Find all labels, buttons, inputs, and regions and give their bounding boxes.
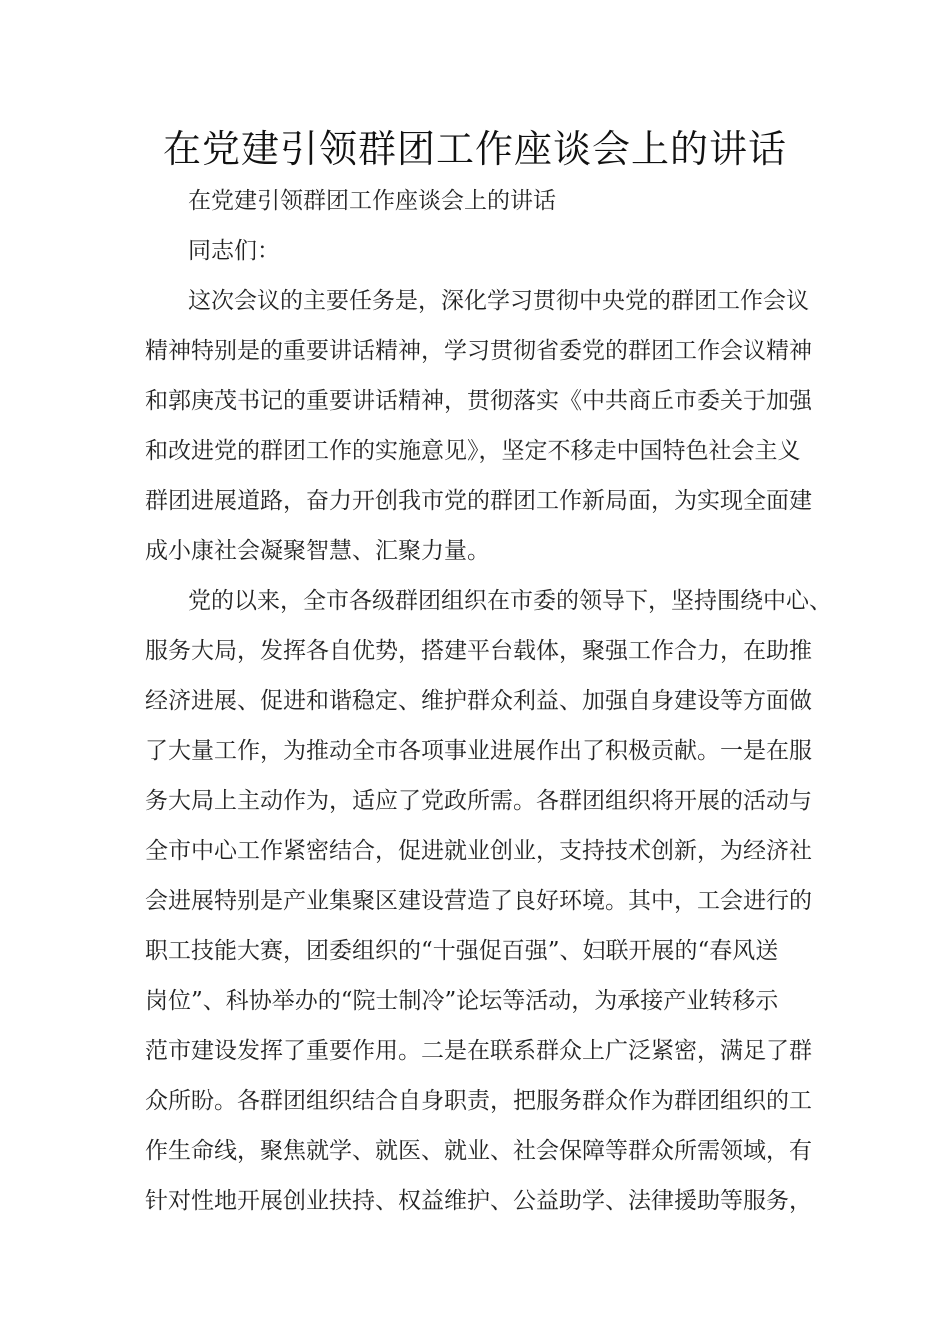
paragraph-1-line: 精神特别是的重要讲话精神，学习贯彻省委党的群团工作会议精神 (145, 338, 812, 364)
paragraph-1-line: 这次会议的主要任务是，深化学习贯彻中央党的群团工作会议 (188, 288, 809, 314)
paragraph-2-line: 党的以来，全市各级群团组织在市委的领导下，坚持围绕中心、 (188, 588, 832, 614)
paragraph-2-line: 会进展特别是产业集聚区建设营造了良好环境。其中，工会进行的 (145, 888, 812, 914)
paragraph-2-line: 服务大局，发挥各自优势，搭建平台载体，聚强工作合力，在助推 (145, 638, 812, 664)
paragraph-1-line: 和郭庚茂书记的重要讲话精神，贯彻落实《中共商丘市委关于加强 (145, 388, 812, 414)
paragraph-2-line: 经济进展、促进和谐稳定、维护群众利益、加强自身建设等方面做 (145, 688, 812, 714)
paragraph-1-line: 和改进党的群团工作的实施意见》，坚定不移走中国特色社会主义 (145, 438, 801, 464)
paragraph-2-line: 了大量工作，为推动全市各项事业进展作出了积极贡献。一是在服 (145, 738, 812, 764)
paragraph-2-line: 范市建设发挥了重要作用。二是在联系群众上广泛紧密，满足了群 (145, 1038, 812, 1064)
paragraph-1-line: 群团进展道路，奋力开创我市党的群团工作新局面，为实现全面建 (145, 488, 812, 514)
document-subtitle: 在党建引领群团工作座谈会上的讲话 (188, 188, 556, 214)
paragraph-2-line: 众所盼。各群团组织结合自身职责，把服务群众作为群团组织的工 (145, 1088, 812, 1114)
paragraph-2-line: 全市中心工作紧密结合，促进就业创业，支持技术创新，为经济社 (145, 838, 812, 864)
paragraph-2-line: 岗位”、科协举办的“院士制冷”论坛等活动，为承接产业转移示 (145, 988, 779, 1014)
paragraph-2-line: 作生命线，聚焦就学、就医、就业、社会保障等群众所需领域，有 (145, 1138, 812, 1164)
paragraph-2-line: 针对性地开展创业扶持、权益维护、公益助学、法律援助等服务， (145, 1188, 812, 1214)
paragraph-1-line: 成小康社会凝聚智慧、汇聚力量。 (145, 538, 490, 564)
paragraph-2-line: 职工技能大赛，团委组织的“十强促百强”、妇联开展的“春风送 (145, 938, 779, 964)
paragraph-2-line: 务大局上主动作为，适应了党政所需。各群团组织将开展的活动与 (145, 788, 812, 814)
document-title: 在党建引领群团工作座谈会上的讲话 (162, 127, 787, 171)
salutation: 同志们： (188, 238, 280, 264)
